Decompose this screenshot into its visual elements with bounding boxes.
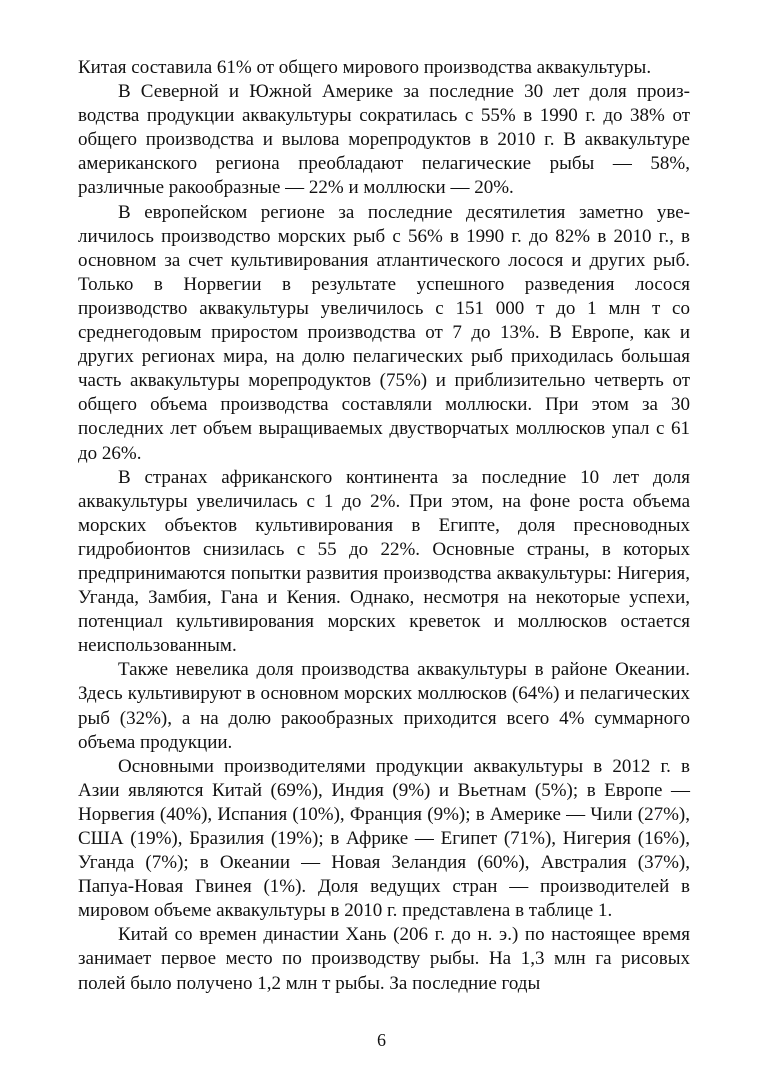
paragraph-main-producers: Основными производителями продукции аквакультуры в 2012 г. в Азии являются Китай (69%), Индия (9%) и Вьетнам (5%); в Европе — Норвегия (40%), Испания (10%), Франция (9%); в Америке — Чили (27%), США (19%), Бразилия (19%); в Африке — Египет (71%), Нигерия (16%), Уганда (7%); в Океании — Новая Зеландия (60%), Австралия (37%), Папуа-Новая Гвинея (1%). Доля ведущих стран — производителей в мировом объеме аквакультуры в 2010 г. представлена в таблице 1. (78, 755, 690, 922)
paragraph-americas: В Северной и Южной Америке за последние 30 лет доля производства продукции аквакультуры сократилась с 55% в 1990 г. до 38% от общего производства и вылова морепродуктов в 2010 г. В аквакультуре американского региона преобладают пелагические рыбы — 58%, различные ракообразные — 22% и моллюски — 20%. (78, 81, 690, 199)
paragraph-china: Китай со времен династии Хань (206 г. до н. э.) по настоящее время занимает первое место по производству рыбы. На 1,3 млн га рисовых полей было получено 1,2 млн т рыбы. За последние годы (78, 924, 690, 994)
paragraph-continuation: Китая составила 61% от общего мирового производства аквакультуры. (78, 57, 652, 78)
page-number: 6 (377, 1030, 386, 1050)
document-body (78, 56, 690, 996)
paragraph-africa: В странах африканского континента за последние 10 лет доля аквакультуры увеличилась с 1 до 2%. При этом, на фоне роста объема морских объектов культивирования в Египте, доля пресноводных гидробионтов снизилась с 55 до 22%. Основные страны, в которых предпринимаются попытки развития производства аквакультуры: Нигерия, Уганда, Замбия, Гана и Кения. Однако, несмотря на некоторые успехи, потенциал культивирования морских креветок и моллюсков остается неиспользованным. (78, 466, 690, 657)
paragraph-europe: В европейском регионе за последние десятилетия заметно увеличилось производство морских рыб с 56% в 1990 г. до 82% в 2010 г., в основном за счет культивирования атлантического лосося и других рыб. Только в Норвегии в результате успешного разведения лосося производство аквакультуры увеличилось с 151 000 т до 1 млн т со среднегодовым приростом производства от 7 до 13%. В Европе, как и других регионах мира, на долю пелагических рыб приходилась большая часть аквакультуры морепродуктов (75%) и приблизительно четверть от общего объема производства составляли моллюски. При этом за 30 последних лет объем выращиваемых двустворчатых моллюсков упал с 61 до 26%. (78, 201, 690, 464)
paragraph-oceania: Также невелика доля производства аквакультуры в районе Океании. Здесь культивируют в основном морских моллюсков (64%) и пелагических рыб (32%), а на долю ракообразных приходится всего 4% суммарного объема продукции. (78, 659, 690, 753)
